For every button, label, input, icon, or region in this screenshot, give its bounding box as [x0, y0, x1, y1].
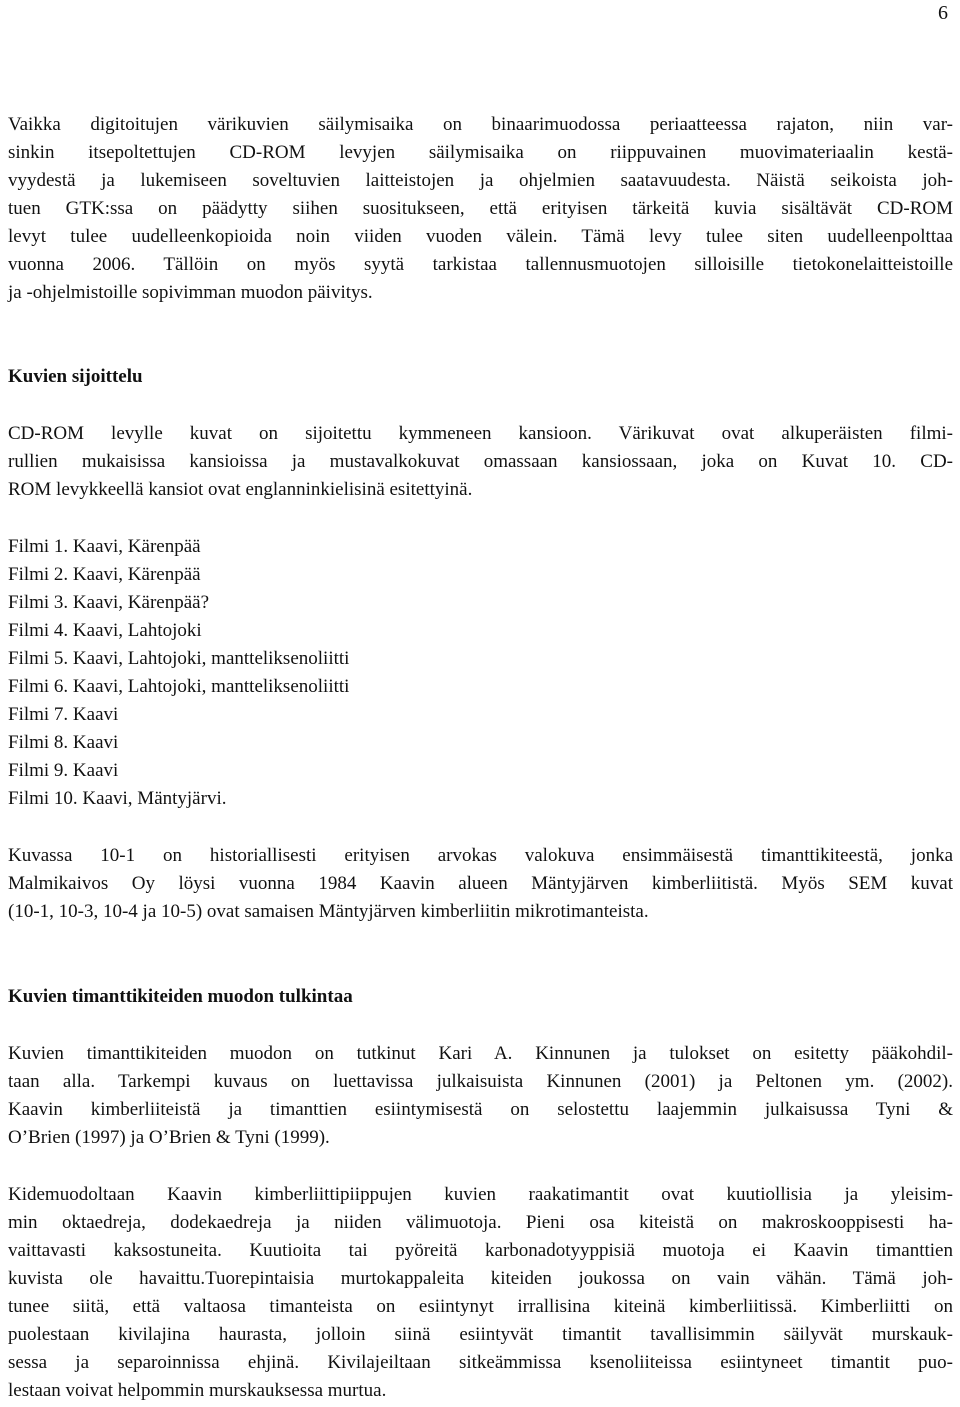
text-line: tunee siitä, että valtaosa timanteista on esiintynyt irrallisina kiteinä kimberliitissä. Kimberliitti on — [8, 1296, 953, 1317]
text-line: O’Brien (1997) ja O’Brien & Tyni (1999). — [8, 1127, 330, 1148]
film-list-item: Filmi 8. Kaavi — [8, 732, 119, 753]
text-line: levyt tulee uudelleenkopioida noin viiden vuoden välein. Tämä levy tulee siten uudelleenpolttaa — [8, 226, 953, 247]
film-list-item: Filmi 9. Kaavi — [8, 760, 119, 781]
text-line: ROM levykkeellä kansiot ovat englanninkielisinä esitettyinä. — [8, 479, 473, 500]
text-line: rullien mukaisissa kansioissa ja mustavalkokuvat omassaan kansiossaan, joka on Kuvat 10. CD- — [8, 451, 953, 472]
text-line: Kuvien timanttikiteiden muodon on tutkinut Kari A. Kinnunen ja tulokset on esitetty pääkohdil- — [8, 1043, 953, 1064]
text-line: kuvista ole havaittu.Tuorepintaisia murtokappaleita kiteiden joukossa on vain vähän. Tämä joh- — [8, 1268, 953, 1289]
film-list-item: Filmi 7. Kaavi — [8, 704, 119, 725]
text-line: Malmikaivos Oy löysi vuonna 1984 Kaavin alueen Mäntyjärven kimberliitistä. Myös SEM kuvat — [8, 873, 953, 894]
text-line: tuen GTK:ssa on päädytty siihen suositukseen, että erityisen tärkeitä kuvia sisältävät CD-ROM — [8, 198, 953, 219]
text-line: Kidemuodoltaan Kaavin kimberliittipiippujen kuvien raakatimantit ovat kuutiollisia ja yleisim- — [8, 1184, 953, 1205]
text-line: Kaavin kimberliiteistä ja timanttien esiintymisestä on selostettu laajemmin julkaisussa Tyni & — [8, 1099, 953, 1120]
text-line: puolestaan kivilajina haurasta, jolloin siinä esiintyvät timantit tavallisimmin säilyvät murskauk- — [8, 1324, 953, 1345]
film-list-item: Filmi 5. Kaavi, Lahtojoki, mantteliksenoliitti — [8, 648, 350, 669]
text-line: sinkin itsepoltettujen CD-ROM levyjen säilymisaika on riippuvainen muovimateriaalin kestä- — [8, 142, 953, 163]
text-line: ja -ohjelmistoille sopivimman muodon päivitys. — [8, 282, 373, 303]
film-list-item: Filmi 1. Kaavi, Kärenpää — [8, 536, 201, 557]
text-line: (10-1, 10-3, 10-4 ja 10-5) ovat samaisen Mäntyjärven kimberliitin mikrotimanteista. — [8, 901, 649, 922]
page-number: 6 — [938, 2, 948, 24]
text-line: min oktaedreja, dodekaedreja ja niiden välimuotoja. Pieni osa kiteistä on makroskooppisesti ha- — [8, 1212, 953, 1233]
section-heading-placement: Kuvien sijoittelu — [8, 366, 143, 387]
film-list-item: Filmi 3. Kaavi, Kärenpää? — [8, 592, 210, 613]
text-line: CD-ROM levylle kuvat on sijoitettu kymmeneen kansioon. Värikuvat ovat alkuperäisten filmi- — [8, 423, 953, 444]
text-line: vuonna 2006. Tällöin on myös syytä tarkistaa tallennusmuotojen silloisille tietokonelaitteistoille — [8, 254, 953, 275]
film-list-item: Filmi 2. Kaavi, Kärenpää — [8, 564, 201, 585]
section-heading-interpretation: Kuvien timanttikiteiden muodon tulkintaa — [8, 986, 353, 1007]
text-line: sessa ja separoinnissa ehjinä. Kivilajeiltaan sitkeämmissa ksenoliiteissa esiintyneet timantit puo- — [8, 1352, 953, 1373]
text-line: Vaikka digitoitujen värikuvien säilymisaika on binaarimuodossa periaatteessa rajaton, niin var- — [8, 114, 953, 135]
text-line: taan alla. Tarkempi kuvaus on luettavissa julkaisuista Kinnunen (2001) ja Peltonen ym. (2002). — [8, 1071, 953, 1092]
text-line: vaittavasti kaksostuneita. Kuutioita tai pyöreitä karbonadotyyppisiä muotoja ei Kaavin timanttien — [8, 1240, 953, 1261]
film-list-item: Filmi 6. Kaavi, Lahtojoki, mantteliksenoliitti — [8, 676, 350, 697]
text-line: lestaan voivat helpommin murskauksessa murtua. — [8, 1380, 387, 1401]
film-list-item: Filmi 4. Kaavi, Lahtojoki — [8, 620, 202, 641]
text-line: vyydestä ja lukemiseen soveltuvien laitteistojen ja ohjelmien saatavuudesta. Näistä seikoista joh- — [8, 170, 953, 191]
film-list-item: Filmi 10. Kaavi, Mäntyjärvi. — [8, 788, 227, 809]
text-line: Kuvassa 10-1 on historiallisesti erityisen arvokas valokuva ensimmäisestä timanttikiteestä, jonka — [8, 845, 953, 866]
